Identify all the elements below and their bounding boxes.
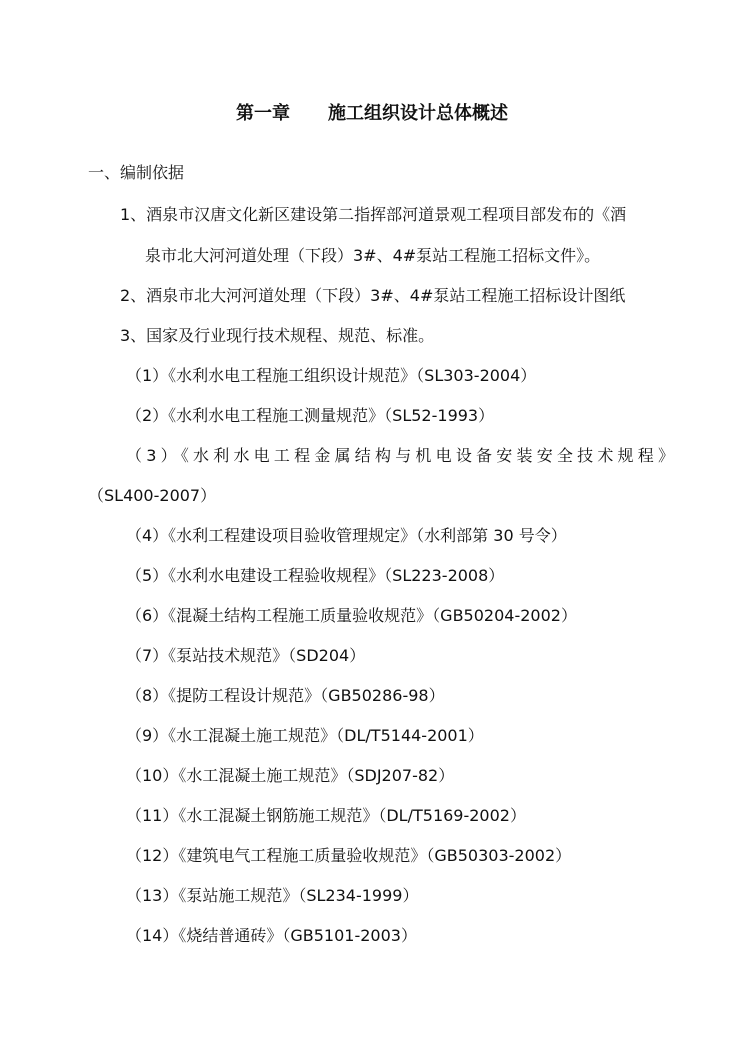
standard-item: （1）《水利水电工程施工组织设计规范》（SL303-2004） — [126, 366, 537, 385]
standard-item: （10）《水工混凝土施工规范》（SDJ207-82） — [126, 766, 455, 785]
basis-item-1-line-1: 1、酒泉市汉唐文化新区建设第二指挥部河道景观工程项目部发布的《酒 — [120, 205, 627, 224]
basis-item-3: 3、国家及行业现行技术规程、规范、标准。 — [120, 326, 435, 345]
standard-item: （6）《混凝土结构工程施工质量验收规范》（GB50204-2002） — [126, 606, 577, 625]
standard-item: （7）《泵站技术规范》（SD204） — [126, 646, 366, 665]
standard-item: （8）《提防工程设计规范》（GB50286-98） — [126, 686, 445, 705]
standard-item: （5）《水利水电建设工程验收规程》（SL223-2008） — [126, 566, 505, 585]
basis-item-1-line-2: 泉市北大河河道处理（下段）3#、4#泵站工程施工招标文件》。 — [145, 246, 601, 265]
standard-item: （11）《水工混凝土钢筋施工规范》（DL/T5169-2002） — [126, 806, 526, 825]
standard-item: （13）《泵站施工规范》（SL234-1999） — [126, 886, 419, 905]
section-heading: 一、编制依据 — [88, 163, 185, 182]
standard-item-3-line-1: （3）《水利水电工程金属结构与机电设备安装安全技术规程》 — [126, 446, 674, 465]
chapter-title — [0, 102, 744, 126]
standard-item-3-line-2: （SL400-2007） — [88, 486, 217, 505]
chapter-label: 第一章 — [236, 103, 290, 124]
standard-item: （9）《水工混凝土施工规范》（DL/T5144-2001） — [126, 726, 484, 745]
basis-item-2: 2、酒泉市北大河河道处理（下段）3#、4#泵站工程施工招标设计图纸 — [120, 286, 626, 305]
standard-item: （2）《水利水电工程施工测量规范》（SL52-1993） — [126, 406, 495, 425]
chapter-name: 施工组织设计总体概述 — [328, 103, 508, 124]
standard-item: （12）《建筑电气工程施工质量验收规范》（GB50303-2002） — [126, 846, 572, 865]
standard-item: （14）《烧结普通砖》（GB5101-2003） — [126, 926, 417, 945]
standard-item: （4）《水利工程建设项目验收管理规定》（水利部第 30 号令） — [126, 526, 567, 545]
